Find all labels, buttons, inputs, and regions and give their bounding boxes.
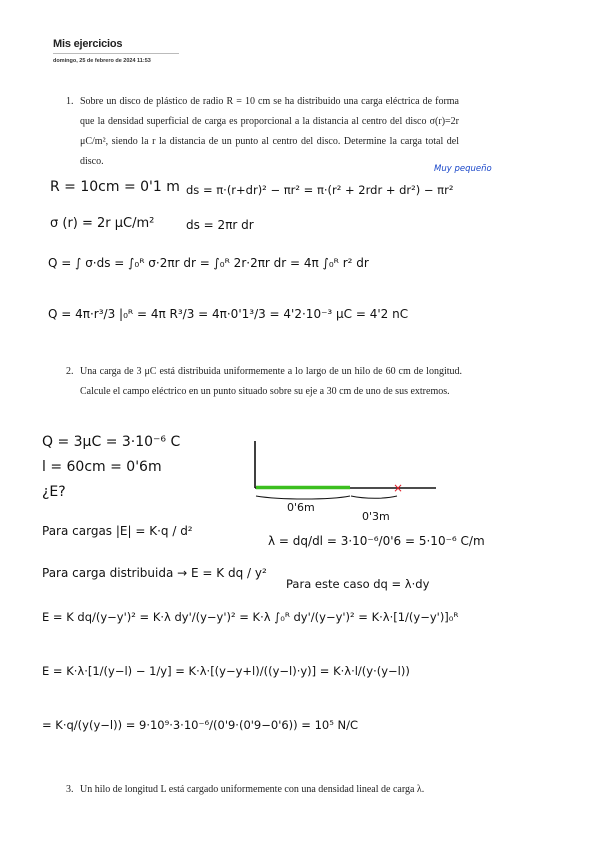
exercise-1-statement: Sobre un disco de plástico de radio R = 10 cm se ha distribuido una carga eléctrica de forma que la densidad superficial de carga es proporcional a la distancia al centro del disco σ(r)=2r μC/m², siendo la r la distancia de un punto al centro del disco. Determine la carga total del disco. <box>80 96 459 167</box>
hw2-field-integral: E = K dq/(y−y')² = K·λ dy'/(y−y')² = K·λ ∫₀ᴿ dy'/(y−y')² = K·λ·[1/(y−y')]₀ᴿ <box>42 610 459 624</box>
exercise-2-statement: Una carga de 3 μC está distribuida uniformemente a lo largo de un hilo de 60 cm de longitud. Calcule el campo eléctrico en un punto situado sobre su eje a 30 cm de uno de sus extremos. <box>80 366 462 397</box>
page-date: domingo, 25 de febrero de 2024 11:53 <box>53 58 151 64</box>
hw2-field-result: = K·q/(y(y−l)) = 9·10⁹·3·10⁻⁶/(0'9·(0'9−0'6)) = 10⁵ N/C <box>42 718 359 732</box>
hw2-lambda: λ = dq/dl = 3·10⁻⁶/0'6 = 5·10⁻⁶ C/m <box>268 534 485 548</box>
page-title: Mis ejercicios <box>53 38 123 50</box>
field-point-marker: × <box>393 481 404 495</box>
hw1-density: σ (r) = 2r μC/m² <box>50 216 155 231</box>
exercise-2-number: 2. <box>66 366 74 377</box>
hw2-point-charge: Para cargas |E| = K·q / d² <box>42 524 193 538</box>
exercise-3-statement: Un hilo de longitud L está cargado uniformemente con una densidad lineal de carga λ. <box>80 784 425 795</box>
exercise-1-number: 1. <box>66 96 74 107</box>
hw2-distance: 0'3m <box>362 510 390 523</box>
hw2-length: l = 60cm = 0'6m <box>42 459 162 475</box>
hw2-field-simplified: E = K·λ·[1/(y−l) − 1/y] = K·λ·[(y−y+l)/((y−l)·y)] = K·λ·l/(y·(y−l)) <box>42 664 410 678</box>
hw2-wire-length: 0'6m <box>287 501 315 514</box>
brace-distance <box>351 496 397 498</box>
brace-wire <box>256 496 350 499</box>
hw1-note: Muy pequeño <box>434 164 492 174</box>
hw2-distributed-charge: Para carga distribuida → E = K dq / y² <box>42 566 267 580</box>
hw1-ds-simplified: ds = 2πr dr <box>186 218 254 232</box>
hw2-charge: Q = 3μC = 3·10⁻⁶ C <box>42 434 181 450</box>
hw2-this-case: Para este caso dq = λ·dy <box>286 577 430 591</box>
hw1-charge-integral: Q = ∫ σ·ds = ∫₀ᴿ σ·2πr dr = ∫₀ᴿ 2r·2πr dr = 4π ∫₀ᴿ r² dr <box>48 256 369 270</box>
hw1-ds: ds = π·(r+dr)² − πr² = π·(r² + 2rdr + dr²) − πr² <box>186 183 454 197</box>
hw2-question: ¿E? <box>42 484 66 500</box>
exercise-3-number: 3. <box>66 784 74 795</box>
hw1-charge-result: Q = 4π·r³/3 |₀ᴿ = 4π R³/3 = 4π·0'1³/3 = 4'2·10⁻³ μC = 4'2 nC <box>48 307 409 321</box>
hw1-radius: R = 10cm = 0'1 m <box>50 179 180 195</box>
exercise-3 <box>66 780 446 800</box>
